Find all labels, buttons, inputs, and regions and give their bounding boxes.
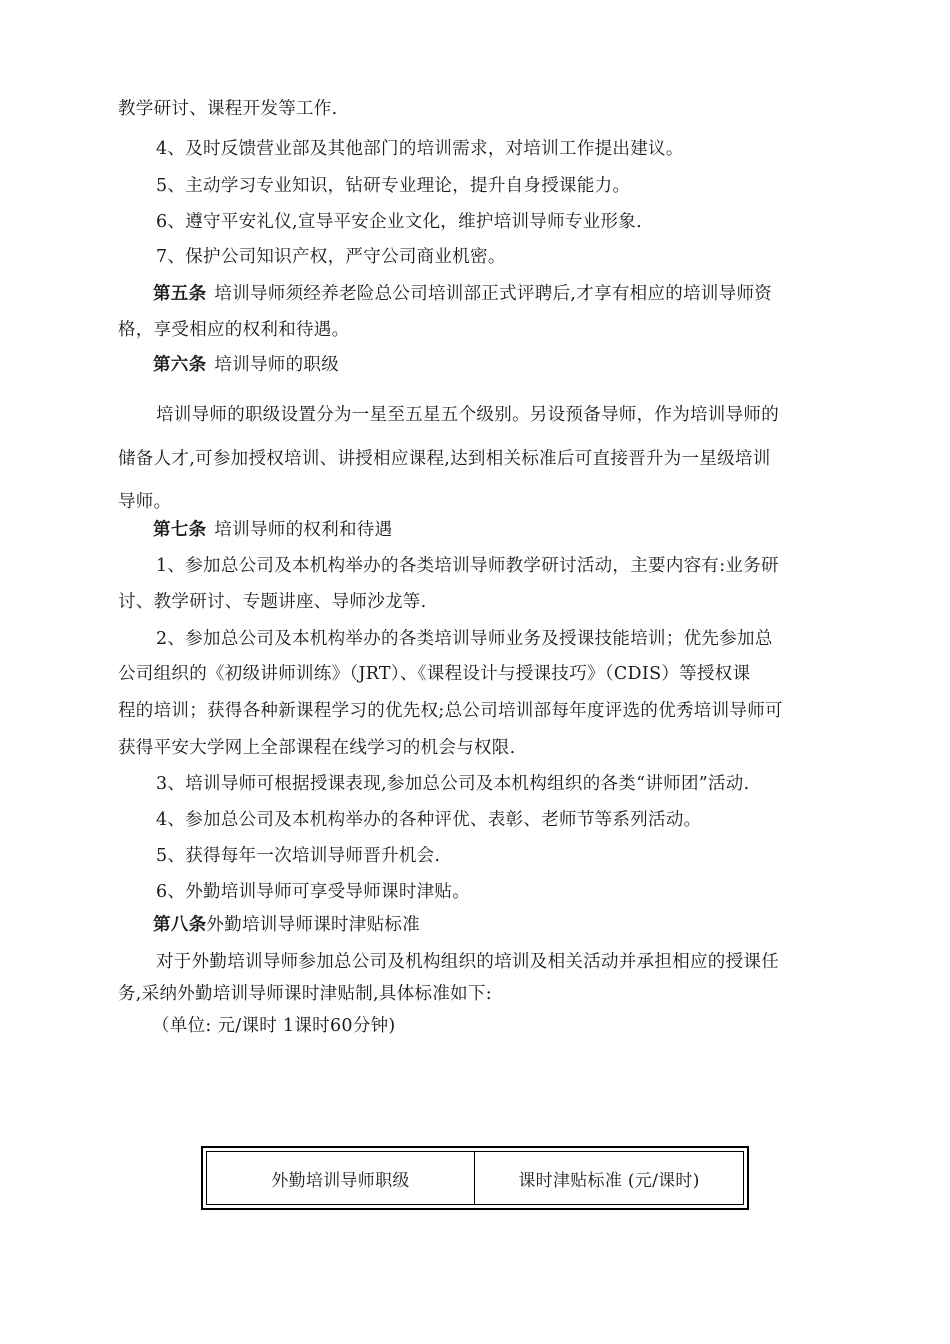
- list-item: 6、遵守平安礼仪,宣导平安企业文化，维护培训导师专业形象.: [156, 212, 642, 232]
- table-header-rank: 外勤培训导师职级: [207, 1152, 475, 1204]
- list-item: 4、参加总公司及本机构举办的各种评优、表彰、老师节等系列活动。: [156, 810, 702, 830]
- list-item: 2、参加总公司及本机构举办的各类培训导师业务及授课技能培训；优先参加总: [156, 629, 773, 649]
- list-item: 3、培训导师可根据授课表现,参加总公司及本机构组织的各类“讲师团”活动.: [156, 774, 750, 794]
- body-line: 讨、教学研讨、专题讲座、导师沙龙等.: [118, 592, 427, 612]
- body-line: 程的培训；获得各种新课程学习的优先权;总公司培训部每年度评选的优秀培训导师可: [118, 701, 783, 721]
- article-5: 第五条 培训导师须经养老险总公司培训部正式评聘后,才享有相应的培训导师资: [153, 284, 773, 304]
- article-6: 第六条 培训导师的职级: [153, 355, 340, 375]
- body-line: 教学研讨、课程开发等工作.: [118, 99, 338, 119]
- body-line: 务,采纳外勤培训导师课时津贴制,具体标准如下:: [118, 984, 492, 1004]
- list-item: 5、主动学习专业知识，钻研专业理论，提升自身授课能力。: [156, 176, 631, 196]
- list-item: 7、保护公司知识产权，严守公司商业机密。: [156, 247, 506, 267]
- table-header-allowance: 课时津贴标准 (元/课时): [518, 1170, 700, 1191]
- article-heading: 第八条: [153, 915, 207, 935]
- unit-note: （单位: 元/课时 1课时60分钟): [152, 1016, 396, 1036]
- body-line: 对于外勤培训导师参加总公司及机构组织的培训及相关活动并承担相应的授课任: [156, 952, 779, 972]
- list-item: 1、参加总公司及本机构举办的各类培训导师教学研讨活动，主要内容有:业务研: [156, 556, 779, 576]
- body-line: 格，享受相应的权利和待遇。: [118, 320, 350, 340]
- table-header-row: [206, 1151, 744, 1205]
- article-heading: 第六条: [153, 355, 207, 375]
- body-line: 公司组织的《初级讲师训练》（JRT）、《课程设计与授课技巧》（CDIS）等授权课: [118, 664, 751, 684]
- body-line: 导师。: [118, 492, 172, 512]
- body-line: 获得平安大学网上全部课程在线学习的机会与权限.: [118, 738, 516, 758]
- article-heading: 第五条: [153, 284, 207, 304]
- body-line: 储备人才,可参加授权培训、讲授相应课程,达到相关标准后可直接晋升为一星级培训: [118, 449, 771, 469]
- list-item: 4、及时反馈营业部及其他部门的培训需求，对培训工作提出建议。: [156, 139, 684, 159]
- article-8: 第八条外勤培训导师课时津贴标准: [153, 915, 421, 935]
- list-item: 6、外勤培训导师可享受导师课时津贴。: [156, 882, 471, 902]
- article-heading: 第七条: [153, 520, 207, 540]
- body-line: 培训导师的职级设置分为一星至五星五个级别。另设预备导师，作为培训导师的: [156, 405, 779, 425]
- list-item: 5、获得每年一次培训导师晋升机会.: [156, 846, 441, 866]
- article-7: 第七条 培训导师的权利和待遇: [153, 520, 393, 540]
- allowance-table: [201, 1146, 749, 1210]
